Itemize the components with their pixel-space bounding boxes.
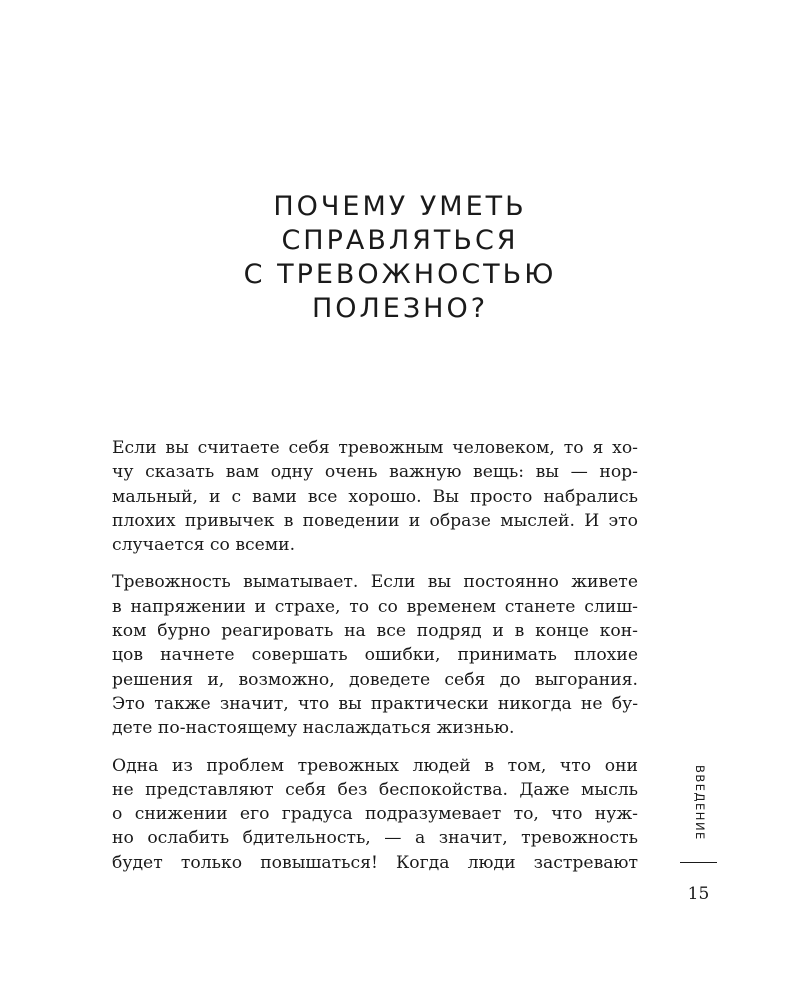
text-line: чу сказать вам одну очень важную вещь: вы — нор-: [112, 462, 638, 483]
text-line: решения и, возможно, доведете себя до выгорания.: [112, 669, 638, 690]
text-line: о снижении его градуса подразумевает то, что нуж-: [112, 804, 638, 825]
text-line: Это также значит, что вы практически никогда не бу-: [112, 693, 638, 714]
paragraph-1: [112, 436, 638, 557]
text-line: случается со всеми.: [112, 535, 296, 556]
chapter-title-line: ПОЧЕМУ УМЕТЬ: [273, 191, 527, 222]
text-line: Если вы считаете себя тревожным человеком, то я хо-: [112, 438, 638, 458]
chapter-title-line: С ТРЕВОЖНОСТЬЮ: [243, 259, 557, 290]
text-line: ком бурно реагировать на все подряд и в конце кон-: [112, 621, 638, 642]
text-line: плохих привычек в поведении и образе мыслей. И это: [112, 510, 638, 531]
text-line: Одна из проблем тревожных людей в том, что они: [112, 755, 638, 776]
text-line: не представляют себя без беспокойства. Даже мысль: [112, 779, 638, 800]
text-line: дете по-настоящему наслаждаться жизнью.: [112, 718, 515, 739]
text-line: мальный, и с вами все хорошо. Вы просто набрались: [112, 486, 638, 507]
page-number: 15: [687, 884, 710, 904]
text-line: будет только повышаться! Когда люди застревают: [112, 852, 638, 873]
text-line: Тревожность выматывает. Если вы постоянно живете: [112, 572, 638, 593]
chapter-title: [150, 190, 650, 326]
text-line: цов начнете совершать ошибки, принимать плохие: [112, 645, 638, 666]
text-line: в напряжении и страхе, то со временем станете слиш-: [112, 596, 638, 617]
section-label: ВВЕДЕНИЕ: [693, 765, 707, 841]
paragraph-3: [112, 754, 638, 875]
chapter-title-line: СПРАВЛЯТЬСЯ: [281, 225, 519, 256]
paragraph-2: [112, 570, 638, 740]
body-text: [112, 436, 638, 888]
section-divider: [680, 862, 717, 863]
chapter-title-line: ПОЛЕЗНО?: [311, 293, 489, 324]
text-line: но ослабить бдительность, — а значит, тревожность: [112, 828, 638, 849]
